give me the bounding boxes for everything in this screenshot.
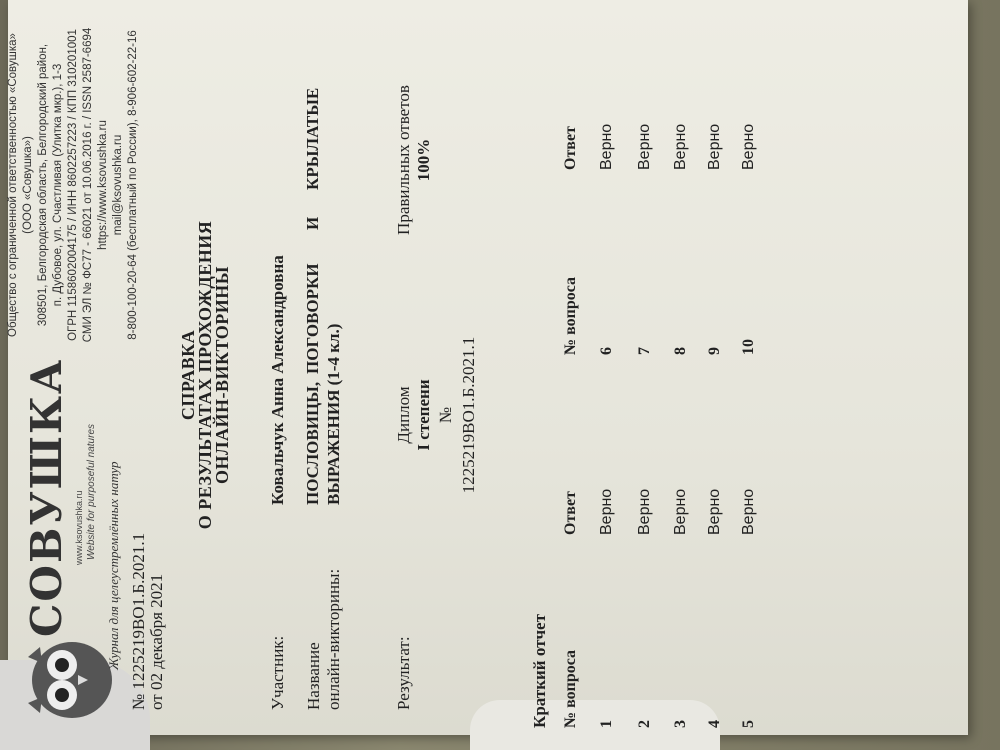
org-line: ОГРН 1158602004175 / ИНН 8602257223 / КПП 310201001	[67, 29, 79, 341]
col-header-answer: Ответ	[562, 491, 579, 535]
row-question-number: 3	[672, 720, 689, 728]
result-degree: I степени	[414, 379, 433, 451]
row-question-number: 8	[672, 347, 689, 355]
quiz-label-2: онлайн-викторины:	[324, 568, 343, 710]
title-line: ОНЛАЙН-ВИКТОРИНЫ	[212, 266, 232, 484]
org-line: (ООО «Совушка»)	[22, 136, 34, 234]
col-header-question: № вопроса	[562, 649, 579, 728]
org-line: mail@ksovushka.ru	[112, 134, 124, 236]
title-line: СПРАВКА	[178, 329, 198, 421]
title-line: О РЕЗУЛЬТАТАХ ПРОХОЖДЕНИЯ	[195, 220, 215, 530]
result-diploma: Диплом	[394, 386, 413, 444]
document-date: от 02 декабря 2021	[147, 573, 166, 710]
row-answer: Верно	[636, 488, 653, 535]
org-line: СМИ ЭЛ № ФС77 - 66021 от 10.06.2016 г. / ISSN 2587-6694	[82, 27, 94, 343]
row-answer: Верно	[706, 488, 723, 535]
document-number: № 1225219ВО1.Б.2021.1	[129, 532, 148, 710]
row-answer: Верно	[672, 123, 689, 170]
result-label: Результат:	[394, 636, 413, 710]
row-question-number: 4	[706, 720, 723, 728]
quiz-title-word: ПОСЛОВИЦЫ,	[303, 381, 322, 505]
row-answer: Верно	[636, 123, 653, 170]
correct-answers-value: 100%	[414, 138, 433, 182]
brand-site: www.ksovushka.ru	[74, 490, 84, 565]
slogan: Журнал для целеустремлённых натур	[106, 461, 121, 670]
org-line: п. Дубовое, ул. Счастливая (Улитка мкр.), 1-3	[52, 63, 64, 307]
row-answer: Верно	[598, 123, 615, 170]
org-line: 308501, Белгородская область, Белгородский район,	[37, 43, 49, 327]
brand-name: СОВУШКА	[22, 357, 71, 637]
participant-label: Участник:	[268, 635, 287, 710]
col-header-answer: Ответ	[562, 126, 579, 170]
org-line: 8-800-100-20-64 (бесплатный по России), 8-906-602-22-16	[127, 30, 139, 340]
quiz-title-word: И	[303, 216, 322, 230]
org-line: Общество с ограниченной ответственностью «Совушка»	[7, 33, 19, 337]
row-answer: Верно	[706, 123, 723, 170]
organization-details	[6, 0, 141, 370]
quiz-title-word: ПОГОВОРКИ	[303, 263, 322, 374]
quiz-title-line2: ВЫРАЖЕНИЯ (1-4 кл.)	[324, 323, 343, 505]
document-title	[180, 0, 231, 750]
result-number-sign: №	[436, 406, 455, 424]
quiz-label: Название	[304, 642, 323, 710]
row-answer: Верно	[598, 488, 615, 535]
report-title: Краткий отчет	[530, 614, 549, 728]
row-question-number: 9	[706, 347, 723, 355]
row-question-number: 2	[636, 720, 653, 728]
logo	[10, 357, 130, 725]
row-question-number: 5	[740, 720, 757, 728]
document-number-block	[130, 533, 166, 710]
row-answer: Верно	[672, 488, 689, 535]
brand-tagline: Website for purposeful natures	[86, 423, 97, 560]
row-answer: Верно	[740, 123, 757, 170]
result-number: 1225219ВО1.Б.2021.1	[459, 336, 478, 494]
correct-answers-label: Правильных ответов	[394, 85, 413, 235]
row-question-number: 7	[636, 347, 653, 355]
row-question-number: 6	[598, 347, 615, 355]
org-line: https://www.ksovushka.ru	[97, 120, 109, 250]
participant-name: Ковальчук Анна Александровна	[268, 255, 287, 505]
row-question-number: 10	[740, 339, 757, 355]
row-answer: Верно	[740, 488, 757, 535]
quiz-title-word: КРЫЛАТЫЕ	[303, 87, 322, 190]
owl-icon	[20, 635, 115, 725]
row-question-number: 1	[598, 720, 615, 728]
col-header-question: № вопроса	[562, 276, 579, 355]
